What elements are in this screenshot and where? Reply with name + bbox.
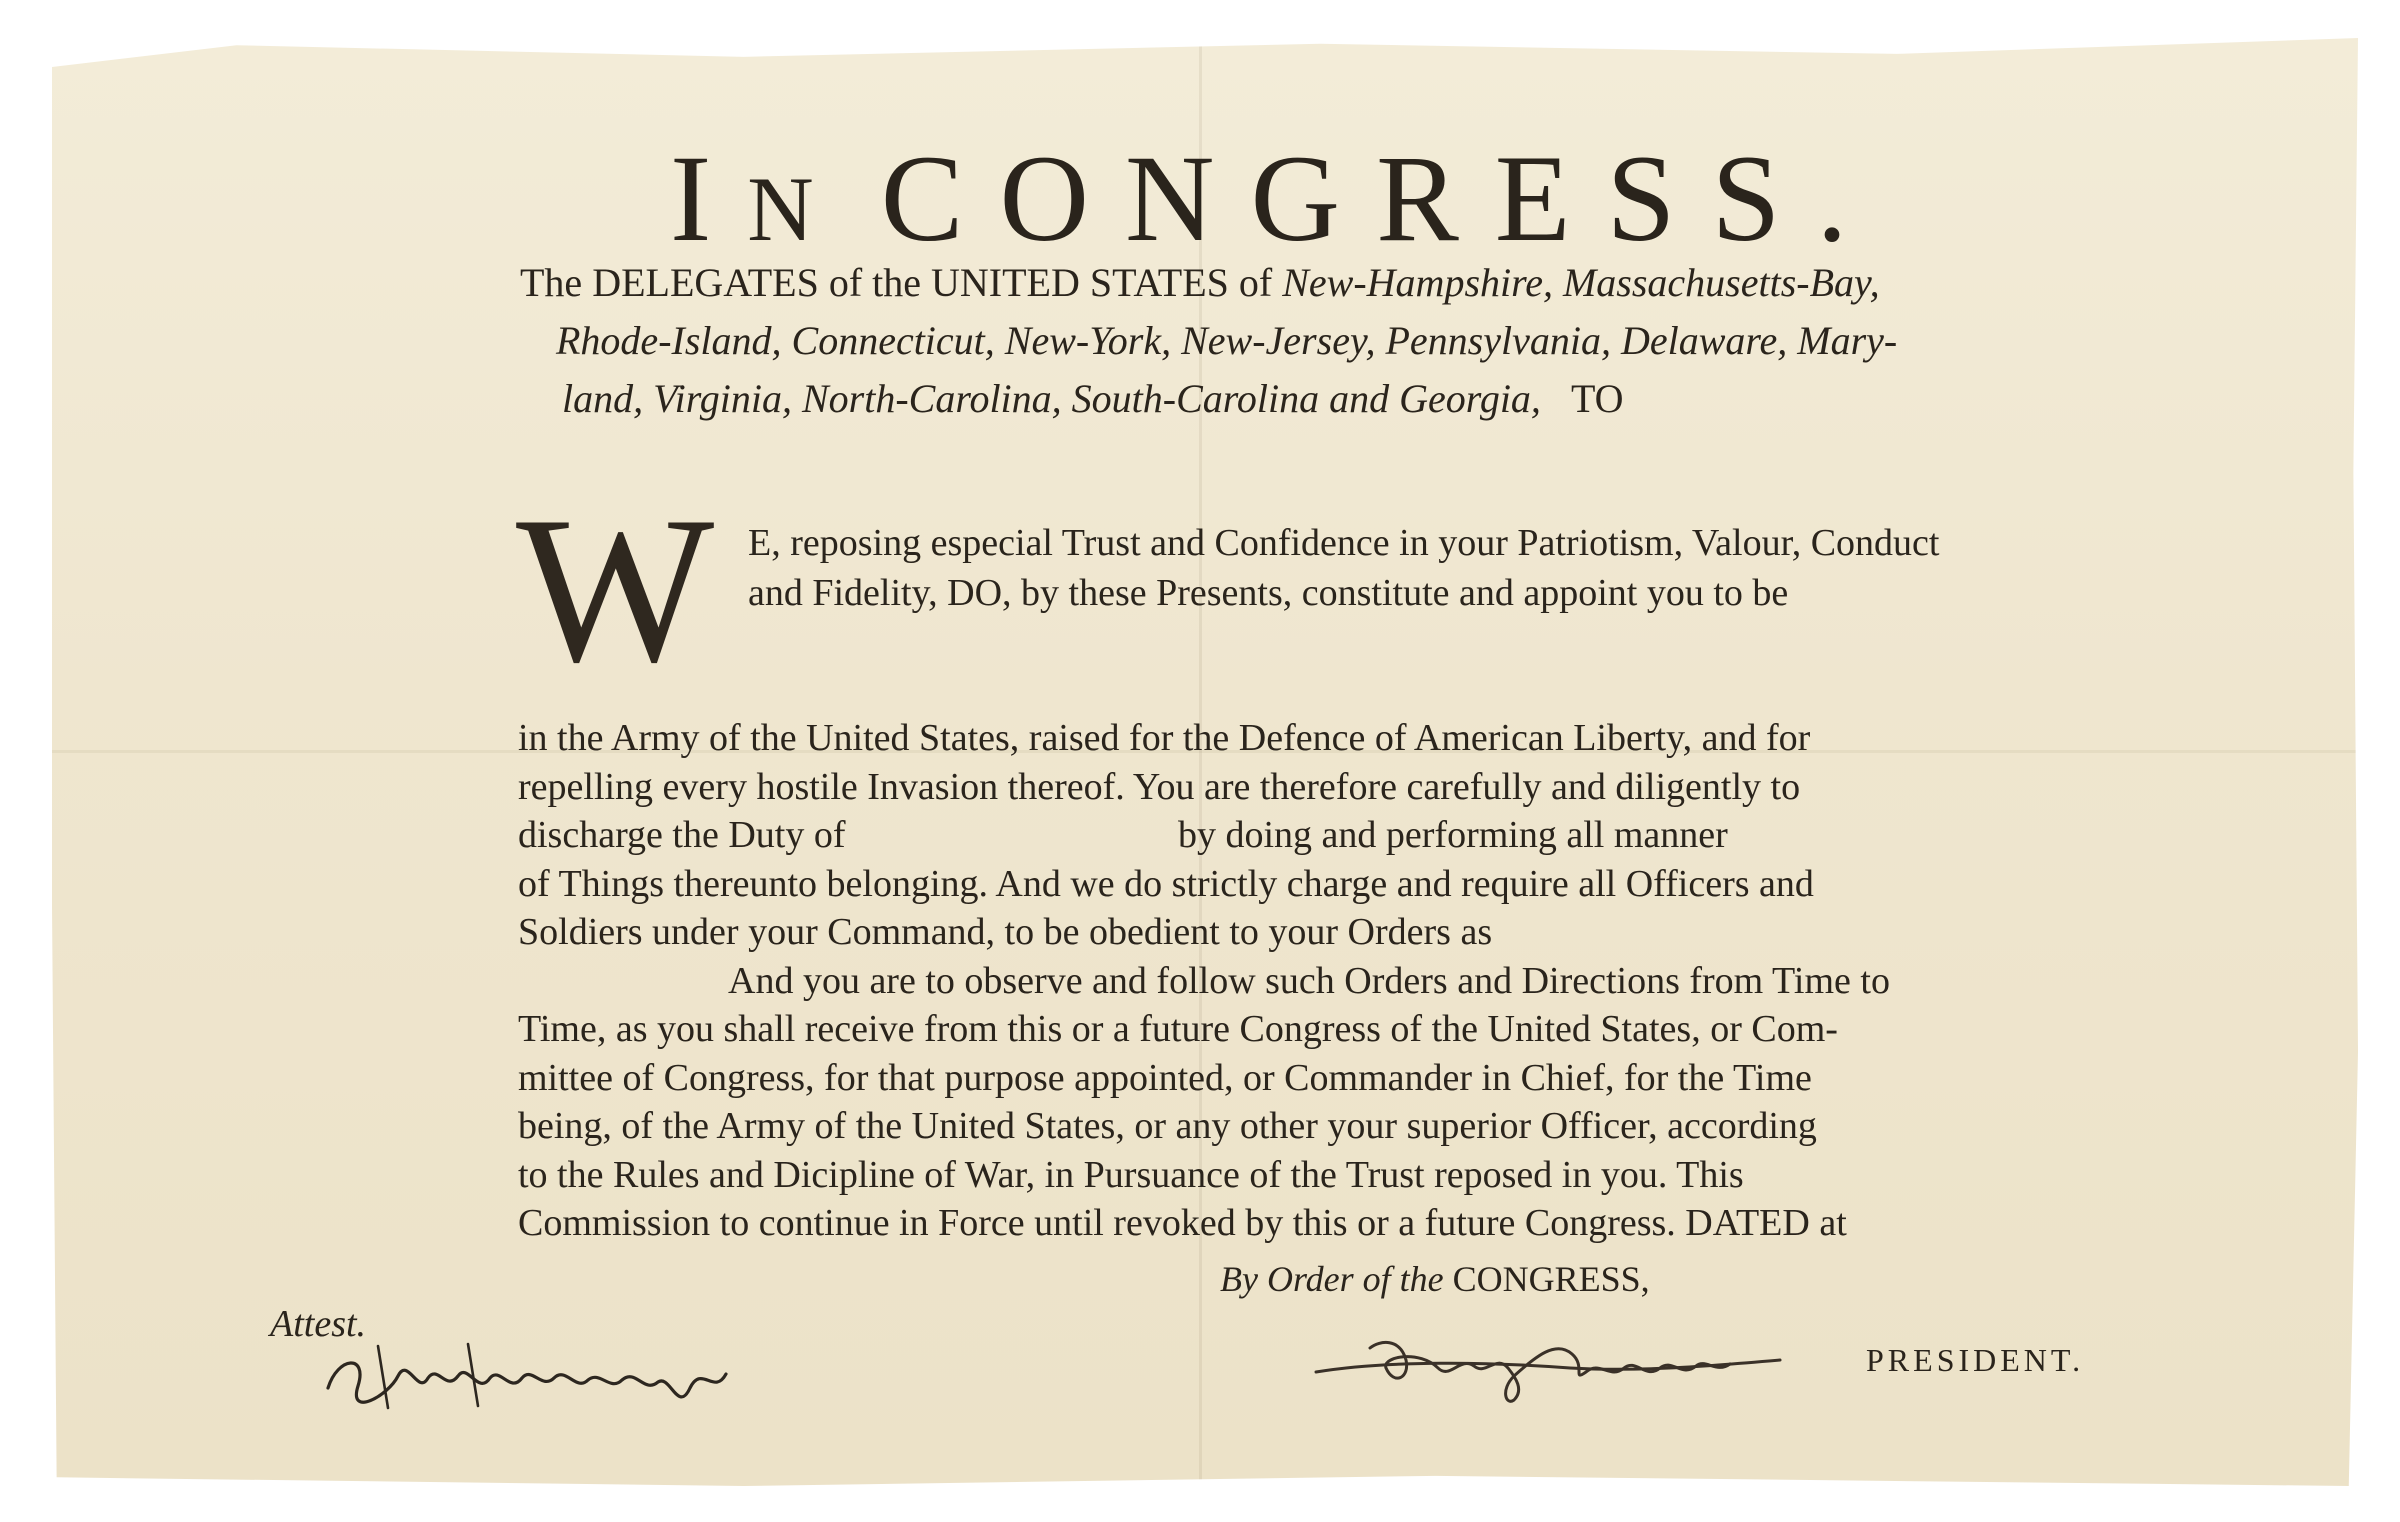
body-line: to the Rules and Dicipline of War, in Pursuance of the Trust reposed in you. This: [518, 1153, 1744, 1196]
delegates-to: TO: [1570, 376, 1624, 421]
delegates-states-3: land, Virginia, North-Carolina, South-Carolina and Georgia,: [562, 376, 1541, 421]
commission-body: [518, 714, 2168, 1248]
delegates-lead: The DELEGATES of the UNITED STATES of: [520, 260, 1273, 305]
delegates-line-2: [520, 312, 2160, 370]
signature-laurens: [1310, 1320, 1790, 1410]
intro-line-1: E, reposing especial Trust and Confidence in your Patriotism, Valour, Conduct: [748, 522, 1940, 564]
delegates-line-1: [520, 254, 2160, 312]
title-initial-rest: N: [747, 158, 836, 260]
by-order-line: [1220, 1258, 1650, 1300]
body-line: of Things thereunto belonging. And we do strictly charge and require all Officers and: [518, 862, 1814, 905]
delegates-states-1: New-Hampshire, Massachusetts-Bay,: [1282, 260, 1880, 305]
body-line: Soldiers under your Command, to be obedient to your Orders as: [518, 911, 1493, 953]
attest-label: Attest.: [270, 1303, 367, 1345]
signature-thomson: [318, 1326, 738, 1426]
body-line: Commission to continue in Force until revoked by this or a future Congress. DATED at: [518, 1202, 1847, 1244]
body-line: being, of the Army of the United States, or any other your superior Officer, according: [518, 1105, 1817, 1147]
president-label: PRESIDENT.: [1866, 1342, 2085, 1378]
delegates-line-3: [520, 370, 2160, 428]
intro-line-2: and Fidelity, DO, by these Presents, constitute and appoint you to be: [748, 572, 1789, 614]
delegates-states-2: Rhode-Island, Connecticut, New-York, New-Jersey, Pennsylvania, Delaware, Mary-: [556, 318, 1898, 363]
by-order-congress: CONGRESS,: [1452, 1259, 1650, 1299]
body-line: mittee of Congress, for that purpose appointed, or Commander in Chief, for the Time: [518, 1056, 1812, 1099]
drop-cap: W: [516, 474, 715, 706]
body-line: in the Army of the United States, raised for the Defence of American Liberty, and for: [518, 717, 1811, 759]
title-initial: I: [670, 130, 748, 267]
document-title: [670, 128, 1970, 270]
body-line: And you are to observe and follow such Orders and Directions from Time to: [728, 959, 1890, 1002]
intro-paragraph: [748, 518, 2168, 618]
body-line: Time, as you shall receive from this or a future Congress of the United States, or Com-: [518, 1008, 1838, 1050]
by-order-italic: By Order of the: [1220, 1259, 1444, 1299]
body-line: discharge the Duty of by doing and performing all manner: [518, 814, 1728, 856]
delegates-address: [520, 254, 2160, 428]
title-main: CONGRESS.: [880, 130, 1884, 267]
body-line: repelling every hostile Invasion thereof. You are therefore carefully and diligently to: [518, 765, 1801, 808]
